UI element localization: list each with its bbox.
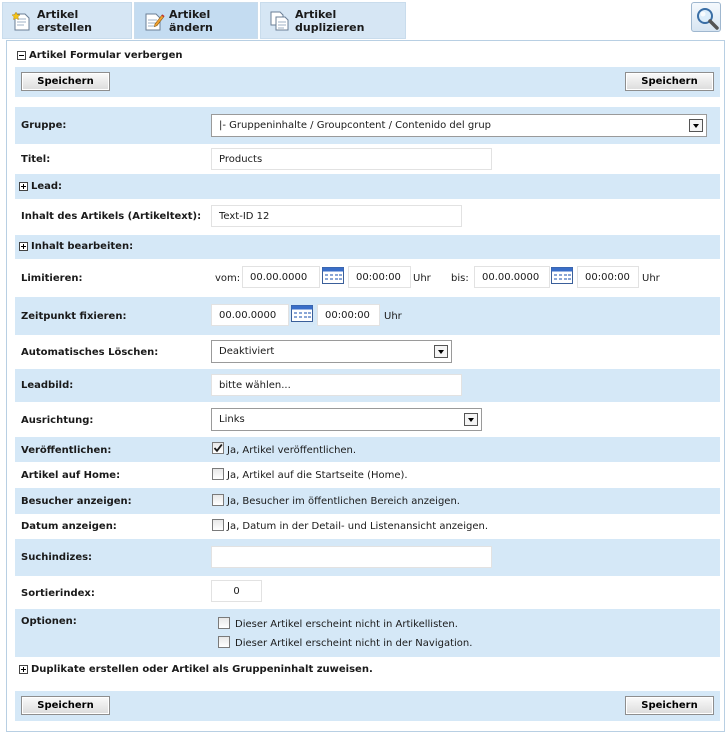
bis-label: bis: bbox=[451, 273, 469, 284]
row-leadbild bbox=[15, 369, 720, 402]
expand-duplikate-icon[interactable] bbox=[19, 665, 28, 674]
save-bar-bottom bbox=[15, 691, 720, 721]
uhr-label: Uhr bbox=[642, 273, 660, 284]
uhr-label: Uhr bbox=[384, 311, 402, 322]
magnifier-icon bbox=[694, 5, 720, 34]
row-suchindizes bbox=[15, 539, 720, 576]
calendar-icon[interactable] bbox=[322, 267, 344, 284]
limitieren-label: Limitieren: bbox=[21, 273, 83, 284]
bis-time-input[interactable]: 00:00:00 bbox=[577, 266, 639, 288]
ausrichtung-select[interactable] bbox=[211, 408, 482, 431]
row-limitieren bbox=[15, 259, 720, 297]
row-home bbox=[15, 462, 720, 488]
ausrichtung-label: Ausrichtung: bbox=[21, 415, 94, 426]
row-gruppe bbox=[15, 107, 720, 144]
leadbild-input[interactable]: bitte wählen... bbox=[211, 374, 462, 396]
calendar-icon[interactable] bbox=[551, 267, 573, 284]
veroeffentlichen-checkbox[interactable] bbox=[212, 442, 224, 454]
option-artikellisten-text: Dieser Artikel erscheint nicht in Artikellisten. bbox=[235, 619, 458, 630]
row-optionen bbox=[15, 609, 720, 657]
suchindizes-label: Suchindizes: bbox=[21, 552, 93, 563]
gruppe-value: |- Gruppeninhalte / Groupcontent / Contenido del grup bbox=[219, 120, 492, 131]
checkmark-icon bbox=[212, 442, 224, 454]
datum-label: Datum anzeigen: bbox=[21, 521, 117, 532]
calendar-icon[interactable] bbox=[291, 305, 313, 322]
save-button[interactable]: Speichern bbox=[625, 72, 714, 91]
auto-loeschen-label: Automatisches Löschen: bbox=[21, 347, 159, 358]
duplikate-label[interactable]: Duplikate erstellen oder Artikel als Gruppeninhalt zuweisen. bbox=[31, 664, 373, 675]
row-veroeffentlichen bbox=[15, 437, 720, 462]
duplicate-article-icon bbox=[269, 10, 291, 32]
row-ausrichtung bbox=[15, 402, 720, 437]
optionen-label: Optionen: bbox=[21, 616, 77, 627]
vom-label: vom: bbox=[215, 273, 241, 284]
save-button[interactable]: Speichern bbox=[21, 72, 110, 91]
option-artikellisten-checkbox[interactable] bbox=[218, 617, 230, 629]
inhalt-label: Inhalt des Artikels (Artikeltext): bbox=[21, 211, 202, 222]
expand-lead-icon[interactable] bbox=[19, 182, 28, 191]
datum-checkbox[interactable] bbox=[212, 519, 224, 531]
row-titel bbox=[15, 144, 720, 174]
row-datum bbox=[15, 514, 720, 539]
chevron-down-icon bbox=[464, 413, 478, 426]
titel-input[interactable]: Products bbox=[211, 148, 492, 170]
save-button[interactable]: Speichern bbox=[21, 696, 110, 715]
sortierindex-label: Sortierindex: bbox=[21, 588, 95, 599]
chevron-down-icon bbox=[434, 345, 448, 358]
create-article-icon bbox=[11, 10, 33, 32]
article-form bbox=[6, 40, 725, 732]
inhalt-input[interactable]: Text-ID 12 bbox=[211, 205, 462, 227]
auto-loeschen-value: Deaktiviert bbox=[219, 346, 275, 357]
tab-artikel-aendern[interactable] bbox=[134, 2, 258, 39]
gruppe-select[interactable] bbox=[211, 114, 707, 137]
besucher-text: Ja, Besucher im öffentlichen Bereich anzeigen. bbox=[227, 496, 460, 507]
veroeffentlichen-label: Veröffentlichen: bbox=[21, 445, 112, 456]
inhalt-bearbeiten-label[interactable]: Inhalt bearbeiten: bbox=[31, 241, 134, 252]
tab-label: Artikel duplizieren bbox=[295, 7, 365, 34]
zeitpunkt-date-input[interactable]: 00.00.0000 bbox=[211, 304, 289, 326]
row-sortierindex bbox=[15, 576, 720, 609]
home-text: Ja, Artikel auf die Startseite (Home). bbox=[227, 470, 408, 481]
home-checkbox[interactable] bbox=[212, 468, 224, 480]
tab-label: Artikel erstellen bbox=[37, 7, 92, 34]
tab-artikel-erstellen[interactable] bbox=[2, 2, 132, 39]
vom-time-input[interactable]: 00:00:00 bbox=[348, 266, 411, 288]
datum-text: Ja, Datum in der Detail- und Listenansicht anzeigen. bbox=[227, 521, 488, 532]
search-button[interactable] bbox=[691, 2, 721, 32]
veroeffentlichen-text: Ja, Artikel veröffentlichen. bbox=[227, 445, 357, 456]
collapse-toggle-icon[interactable] bbox=[17, 51, 26, 60]
tab-label: Artikel ändern bbox=[169, 7, 213, 34]
besucher-checkbox[interactable] bbox=[212, 494, 224, 506]
lead-label[interactable]: Lead: bbox=[31, 181, 63, 192]
edit-article-icon bbox=[143, 10, 165, 32]
leadbild-label: Leadbild: bbox=[21, 380, 74, 391]
ausrichtung-value: Links bbox=[219, 414, 245, 425]
vom-date-input[interactable]: 00.00.0000 bbox=[242, 266, 320, 288]
zeitpunkt-label: Zeitpunkt fixieren: bbox=[21, 311, 127, 322]
besucher-label: Besucher anzeigen: bbox=[21, 496, 132, 507]
gruppe-label: Gruppe: bbox=[21, 120, 67, 131]
row-zeitpunkt bbox=[15, 297, 720, 335]
home-label: Artikel auf Home: bbox=[21, 470, 121, 481]
suchindizes-input[interactable] bbox=[211, 546, 492, 568]
row-inhalt bbox=[15, 199, 720, 235]
form-toggle-row bbox=[15, 45, 720, 67]
save-bar-top bbox=[15, 67, 720, 97]
expand-inhalt-icon[interactable] bbox=[19, 242, 28, 251]
sortierindex-input[interactable]: 0 bbox=[211, 580, 262, 602]
save-button[interactable]: Speichern bbox=[625, 696, 714, 715]
row-duplikate bbox=[15, 657, 720, 681]
tab-artikel-duplizieren[interactable] bbox=[260, 2, 406, 39]
row-inhalt-bearbeiten bbox=[15, 235, 720, 259]
form-toggle-label[interactable]: Artikel Formular verbergen bbox=[29, 50, 183, 61]
row-auto-loeschen bbox=[15, 335, 720, 369]
chevron-down-icon bbox=[689, 119, 703, 132]
uhr-label: Uhr bbox=[413, 273, 431, 284]
option-navigation-checkbox[interactable] bbox=[218, 636, 230, 648]
option-navigation-text: Dieser Artikel erscheint nicht in der Navigation. bbox=[235, 638, 473, 649]
zeitpunkt-time-input[interactable]: 00:00:00 bbox=[317, 304, 380, 326]
row-lead bbox=[15, 174, 720, 199]
auto-loeschen-select[interactable] bbox=[211, 340, 452, 363]
bis-date-input[interactable]: 00.00.0000 bbox=[474, 266, 550, 288]
tab-bar bbox=[2, 0, 725, 40]
titel-label: Titel: bbox=[21, 154, 51, 165]
row-besucher bbox=[15, 488, 720, 514]
